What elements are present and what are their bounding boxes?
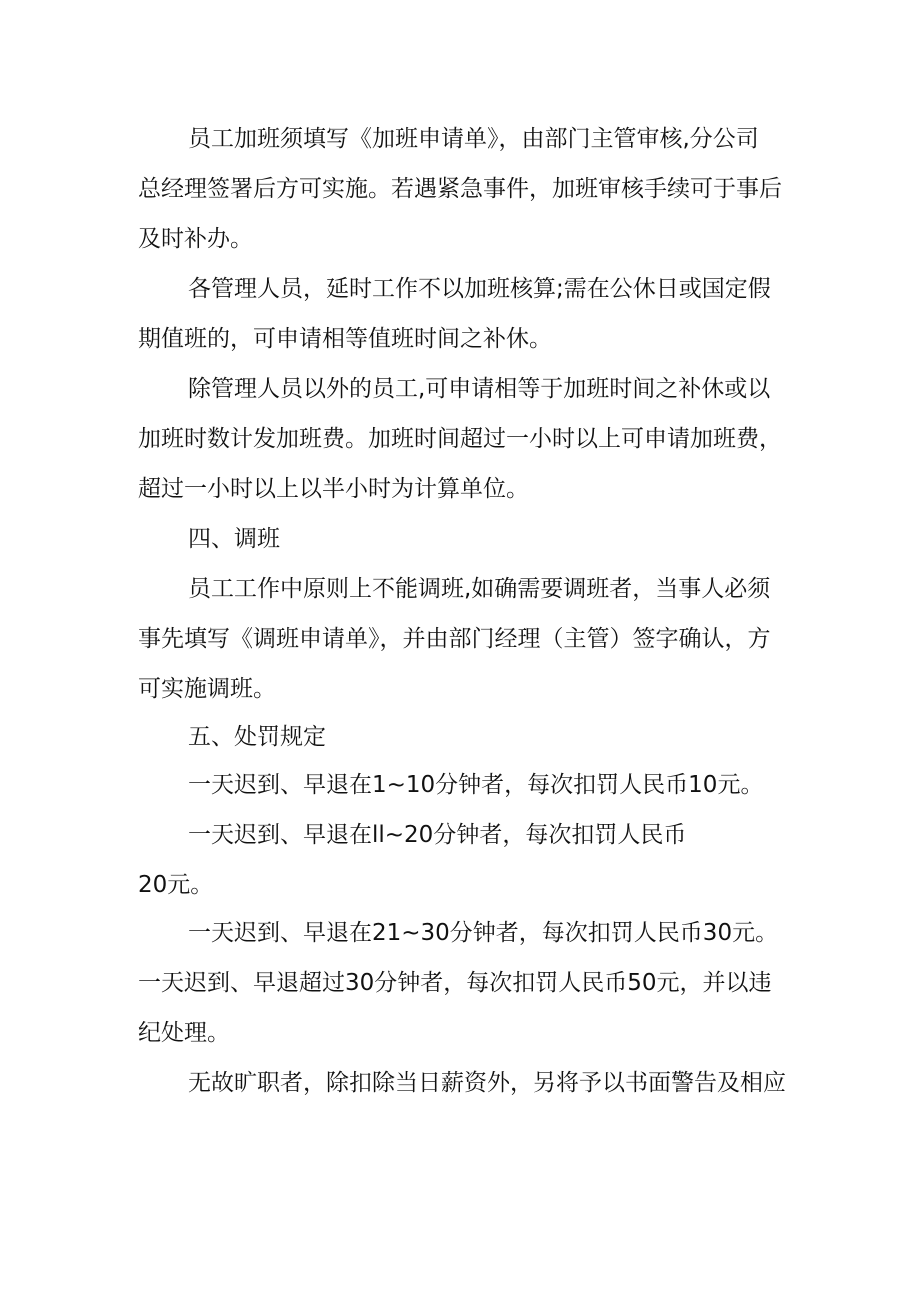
shift-change-line-3: 可实施调班。 xyxy=(138,676,276,702)
manager-overtime-line-1: 各管理人员，延时工作不以加班核算;需在公休日或国定假 xyxy=(188,276,771,302)
penalty-rule-4-line-1: 一天迟到、早退超过30分钟者，每次扣罚人民币50元，并以违 xyxy=(138,970,772,996)
overtime-paragraph-line-2: 总经理签署后方可实施。若遇紧急事件，加班审核手续可于事后 xyxy=(138,176,782,202)
penalty-rule-4-line-2: 纪处理。 xyxy=(138,1020,230,1046)
penalty-rule-3: 一天迟到、早退在21~30分钟者，每次扣罚人民币30元。 xyxy=(188,920,779,946)
staff-overtime-line-3: 超过一小时以上以半小时为计算单位。 xyxy=(138,476,529,502)
shift-change-line-1: 员工工作中原则上不能调班,如确需要调班者，当事人必须 xyxy=(188,576,771,602)
penalty-rule-2-line-2: 20元。 xyxy=(138,872,214,898)
staff-overtime-line-1: 除管理人员以外的员工,可申请相等于加班时间之补休或以 xyxy=(188,376,771,402)
shift-change-line-2: 事先填写《调班申请单》，并由部门经理（主管）签字确认，方 xyxy=(138,626,771,652)
absence-rule-line-1: 无故旷职者，除扣除当日薪资外，另将予以书面警告及相应 xyxy=(188,1070,786,1096)
overtime-paragraph-line-1: 员工加班须填写《加班申请单》，由部门主管审核,分公司 xyxy=(188,126,759,152)
section-heading-penalties: 五、处罚规定 xyxy=(188,724,326,750)
penalty-rule-1: 一天迟到、早退在1~10分钟者，每次扣罚人民币10元。 xyxy=(188,772,764,798)
penalty-rule-2-line-1: 一天迟到、早退在ll~20分钟者，每次扣罚人民币 xyxy=(188,822,687,848)
overtime-paragraph-line-3: 及时补办。 xyxy=(138,226,253,252)
staff-overtime-line-2: 加班时数计发加班费。加班时间超过一小时以上可申请加班费， xyxy=(138,426,782,452)
manager-overtime-line-2: 期值班的，可申请相等值班时间之补休。 xyxy=(138,326,552,352)
section-heading-shift-change: 四、调班 xyxy=(188,526,280,552)
